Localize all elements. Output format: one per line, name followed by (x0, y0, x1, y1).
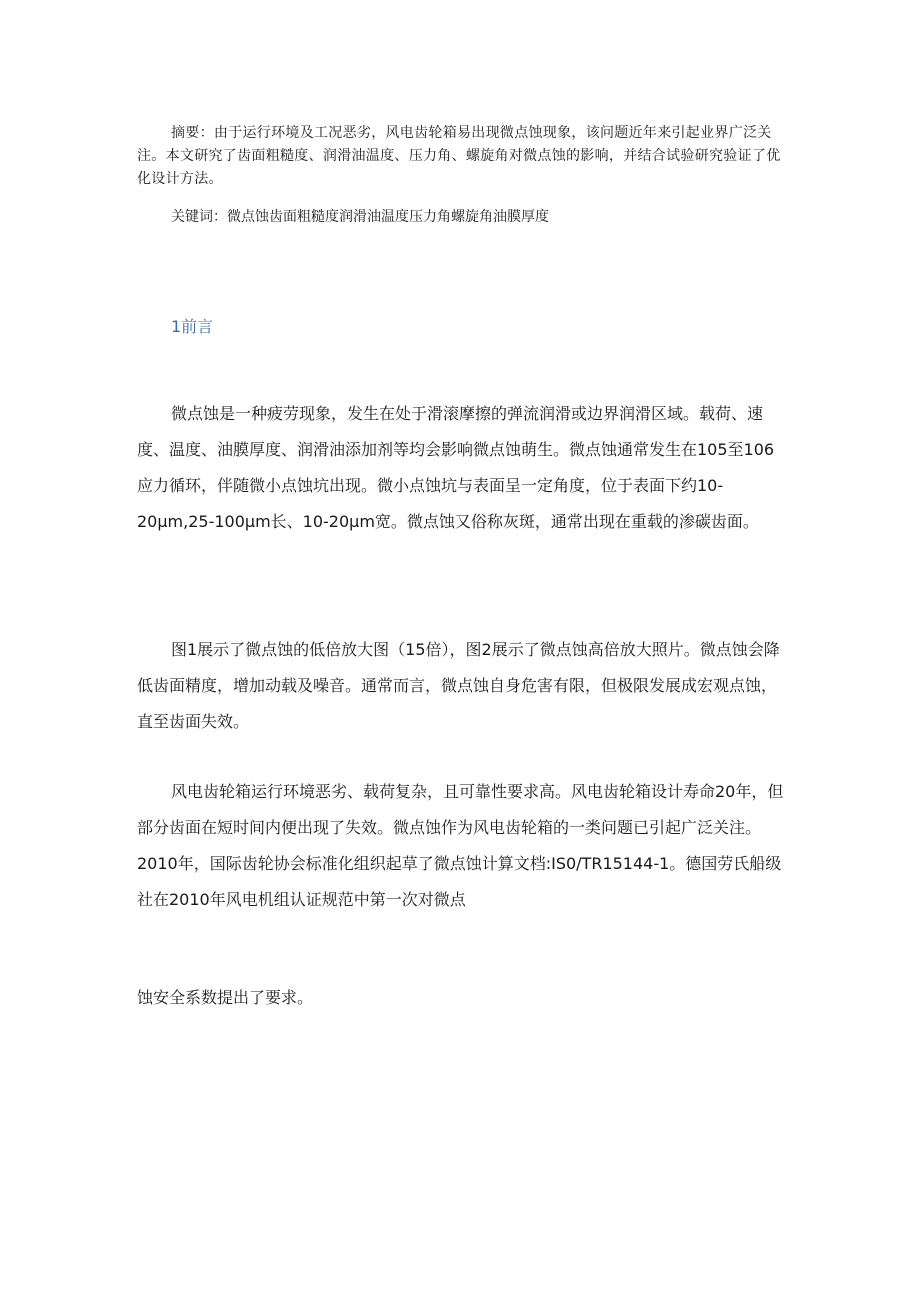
body-paragraph: 蚀安全系数提出了要求。 (137, 988, 314, 1007)
body-paragraph: 微点蚀是一种疲劳现象，发生在处于滑滚摩擦的弹流润滑或边界润滑区域。载荷、速度、温度、油膜厚度、润滑油添加剂等均会影响微点蚀萌生。微点蚀通常发生在105至106应力循环，伴随微小点蚀坑出现。微小点蚀坑与表面呈一定角度，位于表面下约10-20μm,25-100μm长、10-20μm宽。微点蚀又俗称灰斑，通常出现在重载的渗碳齿面。 (137, 404, 775, 531)
body-paragraph: 图1展示了微点蚀的低倍放大图（15倍），图2展示了微点蚀高倍放大照片。微点蚀会降低齿面精度，增加动载及噪音。通常而言，微点蚀自身危害有限，但极限发展成宏观点蚀，直至齿面失效。 (137, 640, 780, 731)
body-paragraph: 风电齿轮箱运行环境恶劣、载荷复杂，且可靠性要求高。风电齿轮箱设计寿命20年，但部分齿面在短时间内便出现了失效。微点蚀作为风电齿轮箱的一类问题已引起广泛关注。2010年，国际齿轮协会标准化组织起草了微点蚀计算文档:IS0/TR15144-1。德国劳氏船级社在2010年风电机组认证规范中第一次对微点 (137, 782, 784, 909)
keywords-line: 关键词：微点蚀齿面粗糙度润滑油温度压力角螺旋角油膜厚度 (171, 209, 549, 225)
abstract-paragraph: 摘要：由于运行环境及工况恶劣，风电齿轮箱易出现微点蚀现象，该问题近年来引起业界广泛关注。本文研究了齿面粗糙度、润滑油温度、压力角、螺旋角对微点蚀的影响，并结合试验研究验证了优化设计方法。 (137, 125, 781, 187)
section-heading-introduction: 1前言 (171, 317, 214, 336)
